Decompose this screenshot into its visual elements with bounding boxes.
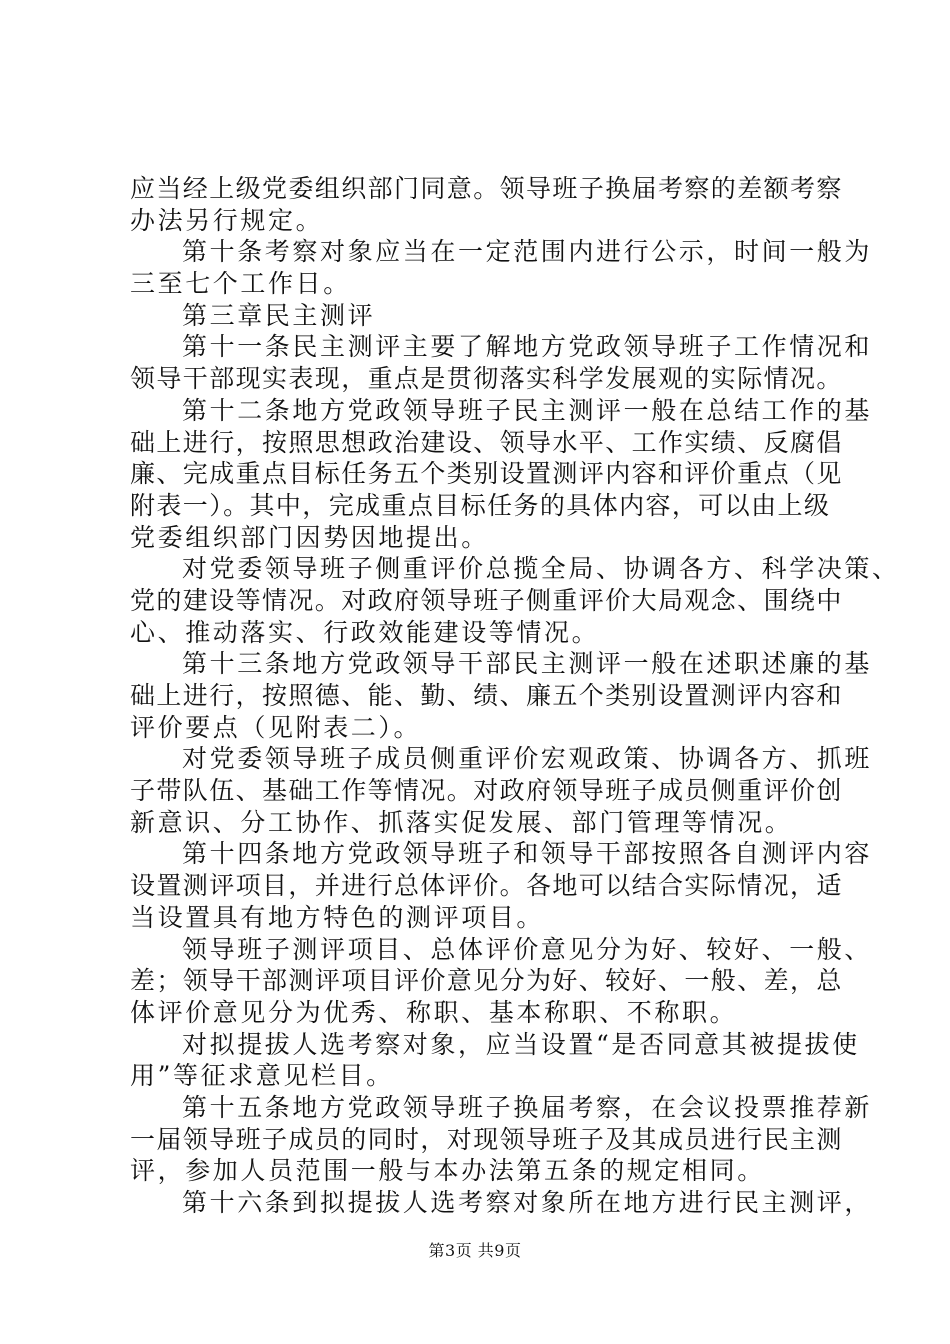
text-line: 础上进行，按照德、能、勤、绩、廉五个类别设置测评内容和	[130, 681, 843, 710]
text-line: 第十三条地方党政领导干部民主测评一般在述职述廉的基	[182, 649, 873, 679]
text-line: 附表一）。其中，完成重点目标任务的具体内容，可以由上级	[130, 490, 831, 520]
text-line: 第十六条到拟提拔人选考察对象所在地方进行民主测评，	[182, 1188, 873, 1217]
text-line: 设置测评项目，并进行总体评价。各地可以结合实际情况，适	[130, 871, 843, 901]
text-line: 党委组织部门因势因地提出。	[130, 522, 489, 552]
text-line: 差；领导干部测评项目评价意见分为好、较好、一般、差，总	[130, 966, 843, 996]
page-footer	[0, 1241, 950, 1261]
text-line: 一届领导班子成员的同时，对现领导班子及其成员进行民主测	[130, 1124, 843, 1154]
text-line: 党的建设等情况。对政府领导班子侧重评价大局观念、围绕中	[130, 585, 843, 615]
text-line: 领导干部现实表现，重点是贯彻落实科学发展观的实际情况。	[130, 364, 843, 394]
text-line: 第十四条地方党政领导班子和领导干部按照各自测评内容	[182, 839, 873, 869]
text-line: 办法另行规定。	[130, 205, 324, 235]
text-line: 对党委领导班子成员侧重评价宏观政策、协调各方、抓班	[182, 744, 873, 774]
text-line: 领导班子测评项目、总体评价意见分为好、较好、一般、	[182, 934, 873, 964]
text-line: 第十二条地方党政领导班子民主测评一般在总结工作的基	[182, 395, 873, 425]
text-line: 评，参加人员范围一般与本办法第五条的规定相同。	[130, 1156, 765, 1186]
text-line: 体评价意见分为优秀、称职、基本称职、不称职。	[130, 997, 738, 1027]
document-body	[130, 173, 900, 1219]
text-line: 第十五条地方党政领导班子换届考察，在会议投票推荐新	[182, 1092, 873, 1122]
text-line: 础上进行，按照思想政治建设、领导水平、工作实绩、反腐倡	[130, 427, 843, 457]
page-number: 第3页 共9页	[428, 1241, 522, 1260]
text-line: 评价要点（见附表二）。	[130, 712, 422, 742]
text-line: 当设置具有地方特色的测评项目。	[130, 902, 545, 932]
text-line: 应当经上级党委组织部门同意。领导班子换届考察的差额考察	[130, 174, 843, 203]
text-line: 第十条考察对象应当在一定范围内进行公示，时间一般为	[182, 237, 873, 267]
text-line: 新意识、分工协作、抓落实促发展、部门管理等情况。	[130, 807, 793, 837]
text-line: 对党委领导班子侧重评价总揽全局、协调各方、科学决策、	[182, 554, 900, 584]
text-line: 心、推动落实、行政效能建设等情况。	[130, 617, 600, 647]
text-line: 三至七个工作日。	[130, 269, 351, 299]
chapter-heading: 第三章民主测评	[182, 300, 376, 330]
text-line: 子带队伍、基础工作等情况。对政府领导班子成员侧重评价创	[130, 776, 843, 806]
text-line: 廉、完成重点目标任务五个类别设置测评内容和评价重点（见	[130, 459, 843, 489]
text-line: 对拟提拔人选考察对象，应当设置“是否同意其被提拔使	[182, 1029, 860, 1059]
text-line: 第十一条民主测评主要了解地方党政领导班子工作情况和	[182, 332, 873, 362]
text-line: 用”等征求意见栏目。	[130, 1061, 394, 1091]
